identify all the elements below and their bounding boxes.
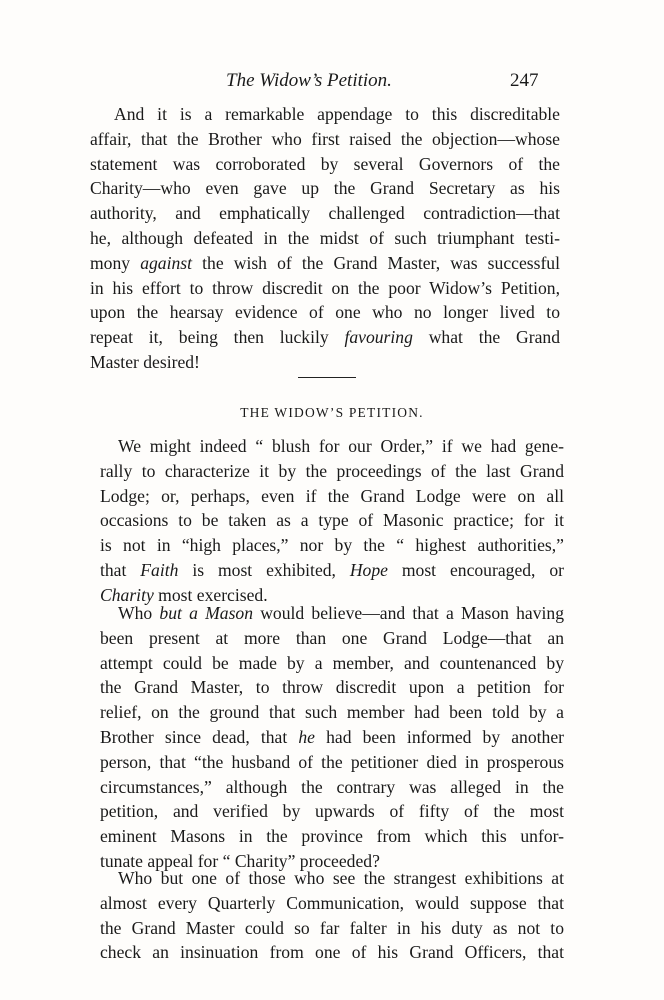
- text-line: person, that “the husband of the petitioner died in prosperous: [100, 751, 564, 772]
- text-fragment: most encouraged, or: [387, 559, 565, 580]
- text-line: the Grand Master, to throw discredit upon a petition for: [100, 677, 564, 698]
- text-line: eminent Masons in the province from which this unfor-: [100, 826, 564, 847]
- text-line: Lodge; or, perhaps, even if the Grand Lodge were on all: [100, 485, 564, 506]
- text-line: attempt could be made by a member, and countenanced by: [100, 652, 564, 673]
- page-number: 247: [510, 70, 539, 91]
- text-fragment: is most exhibited,: [178, 559, 350, 580]
- text-fragment: would believe—and that a Mason having: [253, 603, 565, 623]
- italic-word: he: [298, 726, 315, 747]
- paragraph-1: [90, 102, 560, 375]
- text-fragment: had been informed by another: [314, 726, 564, 747]
- italic-word: but a Mason: [159, 603, 254, 623]
- text-fragment: what the Grand: [412, 327, 560, 348]
- section-divider: [298, 377, 356, 378]
- running-header: [0, 70, 664, 94]
- text-line: rally to characterize it by the proceedings of the last Grand: [100, 460, 564, 481]
- text-line: [90, 325, 560, 350]
- text-line: We might indeed “ blush for our Order,” if we had gene-: [118, 436, 564, 456]
- text-fragment: the wish of the Grand Master, was successful: [192, 252, 560, 273]
- text-fragment: that: [100, 559, 141, 580]
- text-line: [90, 251, 560, 276]
- text-line: And it is a remarkable appendage to this discreditable: [114, 104, 560, 124]
- text-line: check an insinuation from one of his Grand Officers, that: [100, 942, 564, 963]
- text-line: almost every Quarterly Communication, would suppose that: [100, 892, 564, 913]
- text-line: petition, and verified by upwards of fifty of the most: [100, 801, 564, 822]
- italic-word: favouring: [344, 327, 413, 348]
- paragraph-3: [100, 601, 564, 874]
- italic-word: Charity: [100, 584, 154, 605]
- text-line: affair, that the Brother who first raised the objection—whose: [90, 128, 560, 149]
- text-line: he, although defeated in the midst of such triumphant testi-: [90, 227, 560, 248]
- text-fragment: most exercised.: [153, 584, 268, 605]
- text-fragment: repeat it, being then luckily: [90, 327, 345, 348]
- italic-word: Faith: [140, 559, 179, 580]
- running-title: The Widow’s Petition.: [226, 70, 392, 91]
- text-line: is not in “high places,” nor by the “ highest authorities,”: [100, 535, 564, 556]
- paragraph-2: [100, 434, 564, 608]
- text-line: the Grand Master could so far falter in his duty as not to: [100, 917, 564, 938]
- text-line: tunate appeal for “ Charity” proceeded?: [100, 850, 380, 871]
- text-line: [100, 601, 564, 626]
- text-fragment: Who: [118, 603, 160, 623]
- text-line: [100, 558, 564, 583]
- text-fragment: mony: [90, 252, 141, 273]
- paragraph-4: [100, 866, 564, 965]
- text-line: statement was corroborated by several Governors of the: [90, 153, 560, 174]
- text-line: Who but one of those who see the strangest exhibitions at: [118, 868, 564, 888]
- italic-word: Hope: [349, 559, 388, 580]
- text-line: relief, on the ground that such member had been told by a: [100, 702, 564, 723]
- text-line: Charity—who even gave up the Grand Secretary as his: [90, 178, 560, 199]
- text-line: been present at more than one Grand Lodge—that an: [100, 627, 564, 648]
- text-line: circumstances,” although the contrary was alleged in the: [100, 776, 564, 797]
- text-line: authority, and emphatically challenged contradiction—that: [90, 203, 560, 224]
- text-fragment: Brother since dead, that: [100, 726, 299, 747]
- text-line: in his effort to throw discredit on the poor Widow’s Petition,: [90, 277, 560, 298]
- text-line: Master desired!: [90, 351, 200, 372]
- text-line: occasions to be taken as a type of Masonic practice; for it: [100, 510, 564, 531]
- text-line: upon the hearsay evidence of one who no longer lived to: [90, 302, 560, 323]
- text-line: [100, 725, 564, 750]
- section-heading: THE WIDOW’S PETITION.: [240, 405, 424, 420]
- italic-word: against: [140, 252, 193, 273]
